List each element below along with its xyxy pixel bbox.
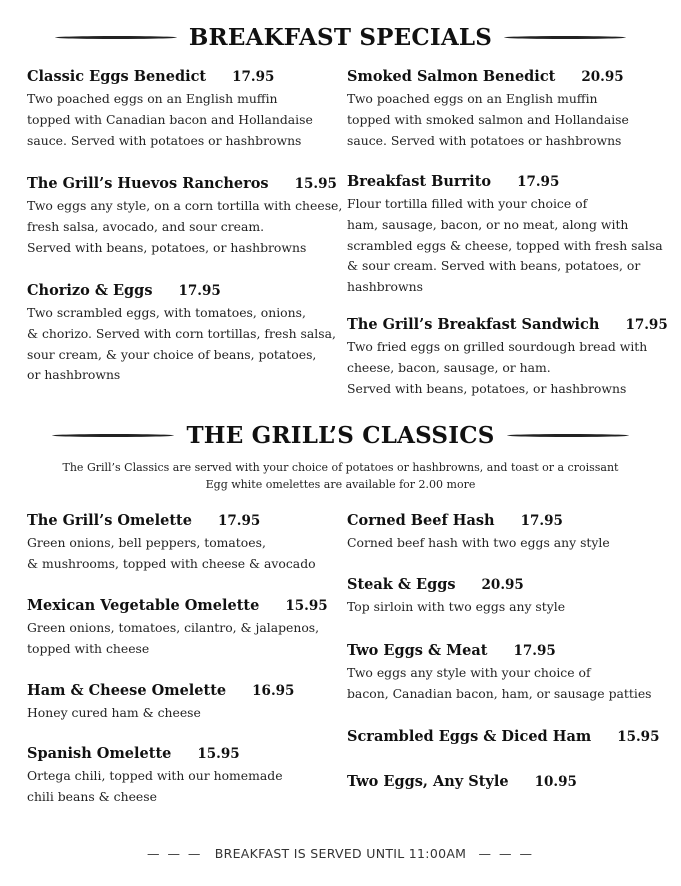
menu-item (27, 68, 347, 151)
desc-line: sauce. Served with potatoes or hashbrowns (347, 132, 622, 148)
desc-line: Two poached eggs on an English muffin (27, 91, 278, 106)
item-price: 15.95 (197, 746, 240, 762)
item-description (347, 194, 667, 298)
note-line: The Grill’s Classics are served with your choice of potatoes or hashbrowns, and toast or a croissant (62, 461, 619, 474)
item-name: The Grill’s Omelette (27, 512, 192, 529)
item-description (347, 533, 667, 554)
desc-line: Honey cured ham & cheese (27, 705, 201, 720)
header-rule-right (506, 434, 629, 437)
menu-item (347, 642, 667, 705)
desc-line: Two eggs any style, on a corn tortilla with cheese, (27, 198, 343, 213)
item-price: 17.95 (217, 513, 261, 529)
desc-line: or hashbrowns (27, 367, 121, 383)
item-name: Two Eggs, Any Style (347, 773, 509, 790)
item-description (27, 703, 347, 724)
menu-item (27, 682, 347, 724)
menu-item (347, 512, 667, 554)
menu-item (27, 597, 347, 660)
item-name: The Grill’s Breakfast Sandwich (347, 316, 600, 333)
desc-line: topped with smoked salmon and Hollandaise (347, 111, 629, 127)
footer-note (0, 846, 681, 861)
breakfast-specials-header (0, 24, 681, 51)
item-name: The Grill’s Huevos Rancheros (27, 175, 269, 192)
item-name: Smoked Salmon Benedict (347, 68, 556, 85)
item-price: 20.95 (481, 577, 524, 593)
menu-item (347, 68, 667, 151)
header-rule-right (504, 36, 627, 39)
item-name: Breakfast Burrito (347, 173, 492, 190)
item-price: 17.95 (232, 69, 275, 85)
item-name: Steak & Eggs (347, 576, 456, 593)
desc-line: sour cream, & your choice of beans, potatoes, (27, 346, 317, 362)
note-line: Egg white omelettes are available for 2.00 more (205, 478, 476, 491)
item-name: Chorizo & Eggs (27, 282, 153, 299)
item-name: Mexican Vegetable Omelette (27, 597, 260, 614)
desc-line: Two fried eggs on grilled sourdough bread with (347, 339, 648, 354)
desc-line: & mushrooms, topped with cheese & avocado (27, 555, 316, 571)
item-price: 10.95 (534, 774, 577, 790)
item-description (347, 663, 667, 705)
item-price: 15.95 (285, 598, 328, 614)
item-name: Spanish Omelette (27, 745, 172, 762)
item-price: 17.95 (625, 317, 668, 333)
desc-line: sauce. Served with potatoes or hashbrowns (27, 132, 302, 148)
desc-line: Corned beef hash with two eggs any style (347, 535, 610, 550)
desc-line: Served with beans, potatoes, or hashbrowns (347, 380, 627, 396)
header-rule-left (54, 36, 177, 39)
item-description (27, 196, 347, 258)
breakfast-specials-title: BREAKFAST SPECIALS (188, 24, 493, 51)
desc-line: Served with beans, potatoes, or hashbrowns (27, 239, 307, 255)
desc-line: bacon, Canadian bacon, ham, or sausage patties (347, 685, 652, 701)
item-description (27, 766, 347, 808)
item-description (347, 89, 667, 151)
grill-classics-header (0, 422, 681, 449)
item-price: 15.95 (294, 176, 337, 192)
footer-dash-left: — — — (146, 846, 203, 861)
desc-line: Green onions, bell peppers, tomatoes, (27, 535, 266, 550)
item-price: 16.95 (252, 683, 295, 699)
menu-item (347, 173, 667, 298)
menu-item (347, 773, 667, 790)
grill-classics-title: THE GRILL’S CLASSICS (186, 422, 495, 449)
desc-line: fresh salsa, avocado, and sour cream. (27, 218, 265, 234)
item-description (347, 597, 667, 618)
item-description (27, 533, 347, 575)
item-name: Two Eggs & Meat (347, 642, 488, 659)
grill-classics-note (0, 459, 681, 493)
desc-line: Two eggs any style with your choice of (347, 665, 591, 680)
menu-item (27, 282, 347, 386)
desc-line: Two scrambled eggs, with tomatoes, onions, (27, 305, 306, 320)
item-name: Classic Eggs Benedict (27, 68, 207, 85)
item-description (347, 337, 667, 399)
item-price: 17.95 (513, 643, 556, 659)
item-price: 17.95 (520, 513, 563, 529)
menu-item (347, 728, 667, 745)
desc-line: ham, sausage, bacon, or no meat, along with (347, 216, 629, 232)
desc-line: & sour cream. Served with beans, potatoes, or (347, 258, 641, 274)
item-name: Ham & Cheese Omelette (27, 682, 227, 699)
item-name: Scrambled Eggs & Diced Ham (347, 728, 592, 745)
item-price: 17.95 (517, 174, 560, 190)
desc-line: Flour tortilla filled with your choice of (347, 196, 588, 211)
desc-line: Green onions, tomatoes, cilantro, & jalapenos, (27, 620, 320, 635)
footer-dash-right: — — — (478, 846, 534, 861)
item-name: Corned Beef Hash (347, 512, 495, 529)
header-rule-left (52, 434, 175, 437)
desc-line: & chorizo. Served with corn tortillas, fresh salsa, (27, 325, 336, 341)
desc-line: topped with cheese (27, 640, 150, 656)
desc-line: Two poached eggs on an English muffin (347, 91, 598, 106)
desc-line: Ortega chili, topped with our homemade (27, 768, 283, 783)
item-description (27, 89, 347, 151)
menu-item (27, 745, 347, 808)
desc-line: scrambled eggs & cheese, topped with fresh salsa (347, 237, 663, 253)
menu-item (27, 175, 347, 258)
desc-line: Top sirloin with two eggs any style (347, 599, 566, 614)
item-price: 17.95 (178, 283, 221, 299)
desc-line: chili beans & cheese (27, 788, 157, 804)
menu-item (27, 512, 347, 575)
desc-line: topped with Canadian bacon and Hollandaise (27, 111, 313, 127)
desc-line: hashbrowns (347, 279, 423, 295)
item-price: 15.95 (617, 729, 660, 745)
menu-item (347, 576, 667, 618)
item-description (27, 303, 347, 386)
menu-item (347, 316, 667, 399)
item-price: 20.95 (581, 69, 624, 85)
footer-text: BREAKFAST IS SERVED UNTIL 11:00AM (214, 846, 467, 861)
desc-line: cheese, bacon, sausage, or ham. (347, 359, 551, 375)
item-description (27, 618, 347, 660)
